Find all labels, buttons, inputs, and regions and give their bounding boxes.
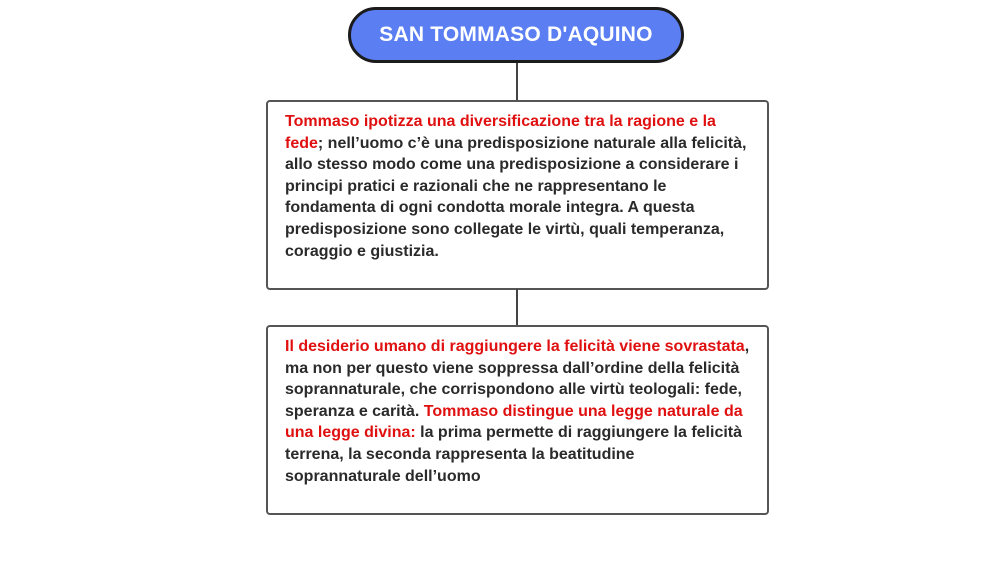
- title-node: [348, 7, 684, 63]
- box2-highlight-text-2: Tommaso distingue una legge naturale da una legge divina:: [285, 402, 743, 442]
- box2-body-text-1: , ma non per questo viene soppressa dall’ordine della felicità soprannaturale, che corrispondono alle virtù teologali: fede, speranza e carità.: [285, 338, 750, 420]
- box1-highlight-text: Tommaso ipotizza una diversificazione tra la ragione e la fede: [285, 113, 716, 152]
- connector-title-box1: [516, 63, 518, 101]
- box1-body-text: ; nell’uomo c’è una predisposizione naturale alla felicità, allo stesso modo come una predisposizione a considerare i principi pratici e razionali che ne rappresentano le fondamenta di ogni condotta morale integra. A questa predisposizione sono collegate le virtù, quali temperanza, coraggio e giustizia.: [285, 134, 747, 260]
- text-box-2: [266, 325, 769, 515]
- text-box-1: [266, 100, 769, 290]
- box2-highlight-text-1: Il desiderio umano di raggiungere la felicità viene sovrastata: [285, 338, 745, 355]
- title-label: SAN TOMMASO D'AQUINO: [379, 23, 653, 46]
- connector-box1-box2: [516, 289, 518, 326]
- box2-body-text-2: la prima permette di raggiungere la felicità terrena, la seconda rappresenta la beatitudine soprannaturale dell’uomo: [285, 424, 743, 485]
